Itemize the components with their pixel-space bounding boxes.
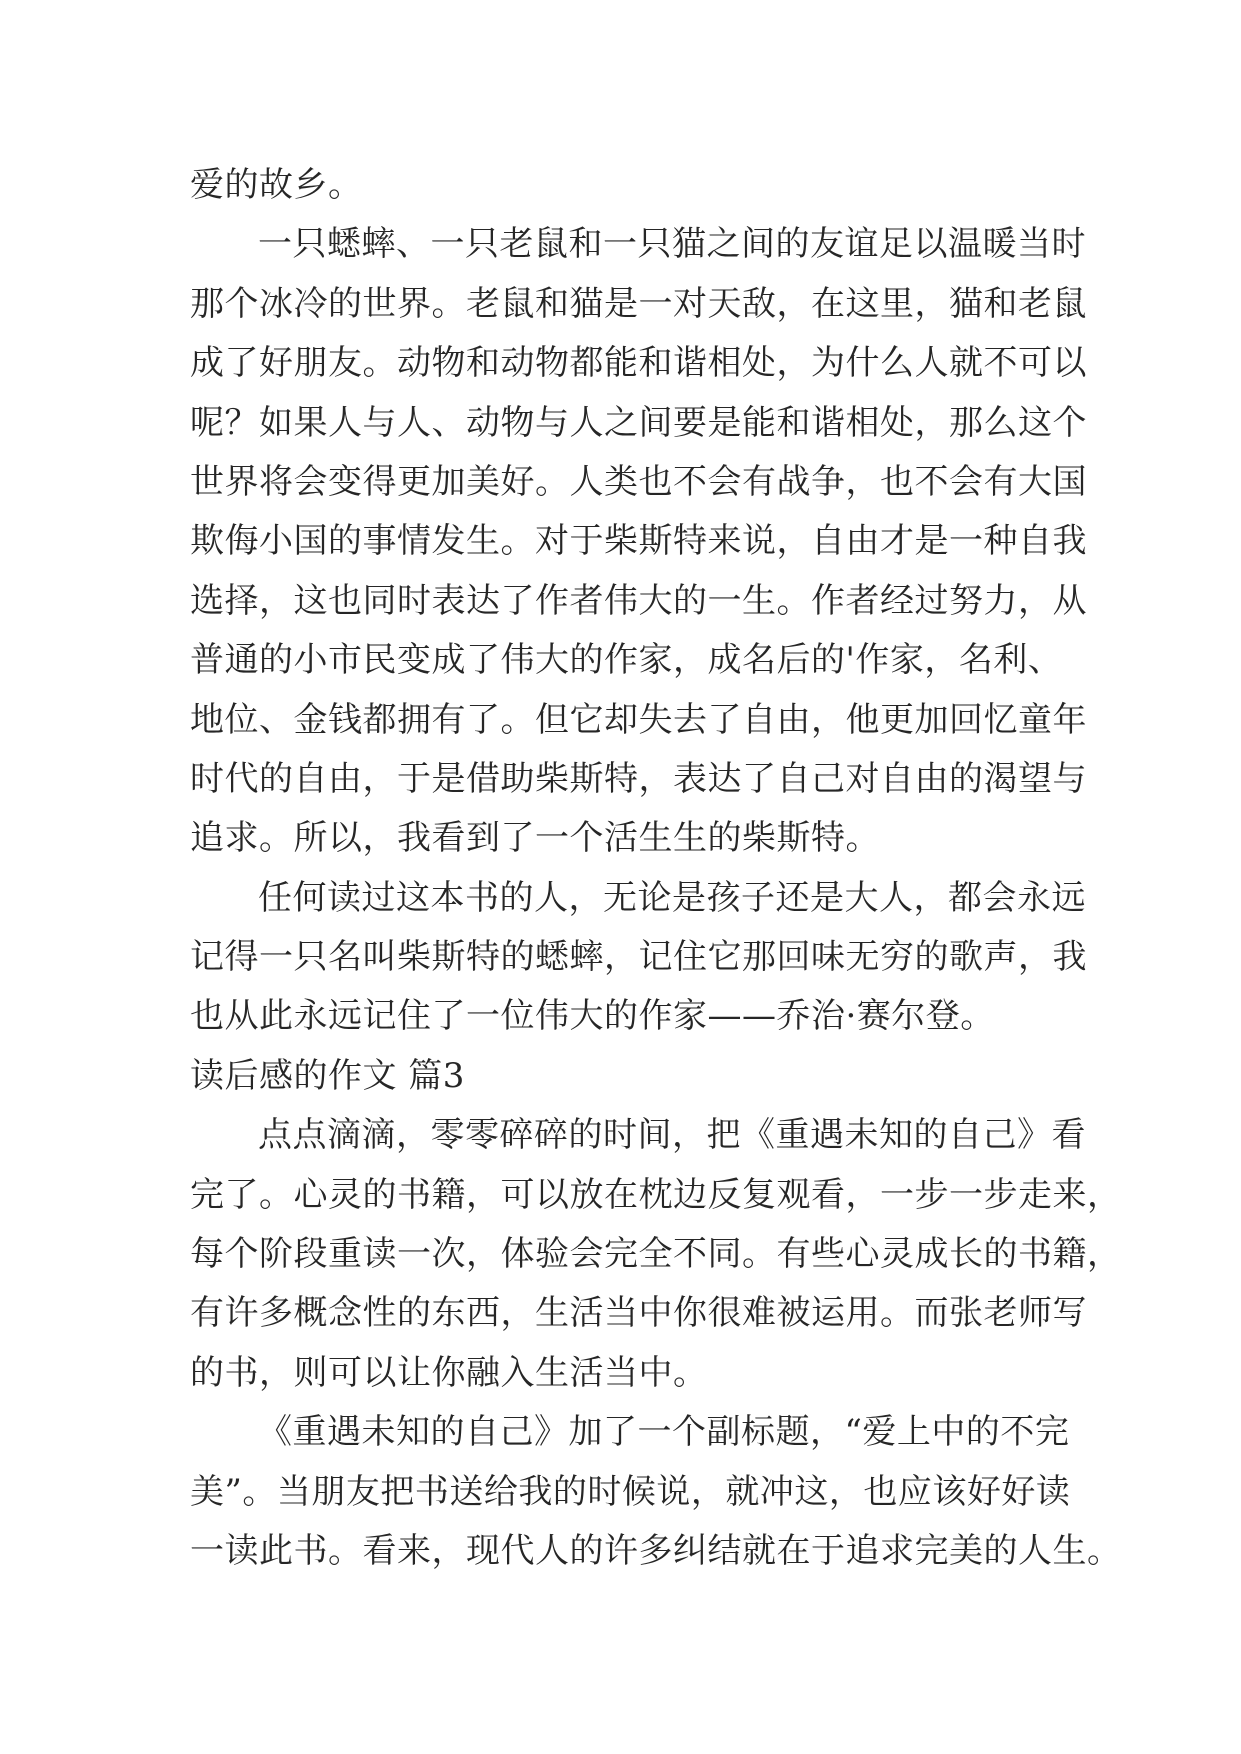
text-line: 世界将会变得更加美好。人类也不会有战争，也不会有大国 [190,461,1087,502]
text-line: 呢？如果人与人、动物与人之间要是能和谐相处，那么这个 [190,402,1087,443]
text-line: 的书，则可以让你融入生活当中。 [190,1352,708,1393]
text-line: 一只蟋蟀、一只老鼠和一只猫之间的友谊足以温暖当时 [258,224,1086,265]
text-line: 一读此书。看来，现代人的许多纠结就在于追求完美的人生。 [190,1530,1122,1571]
text-line: 爱的故乡。 [190,165,363,205]
text-line: 欺侮小国的事情发生。对于柴斯特来说，自由才是一种自我 [190,521,1087,562]
text-line: 美”。当朋友把书送给我的时候说，就冲这，也应该好好读 [190,1471,1071,1512]
text-line: 普通的小市民变成了伟大的作家，成名后的'作家，名利、 [190,640,1063,681]
text-line: 选择，这也同时表达了作者伟大的一生。作者经过努力，从 [190,580,1087,621]
text-line: 地位、金钱都拥有了。但它却失去了自由，他更加回忆童年 [190,699,1087,740]
text-line: 任何读过这本书的人，无论是孩子还是大人，都会永远 [258,877,1086,918]
text-line: 《重遇未知的自己》加了一个副标题，“爱上中的不完 [258,1412,1070,1453]
section-heading: 读后感的作文 篇3 [190,1055,465,1096]
text-line: 追求。所以，我看到了一个活生生的柴斯特。 [190,818,880,859]
text-line: 每个阶段重读一次，体验会完全不同。有些心灵成长的书籍， [190,1234,1122,1275]
text-line: 也从此永远记住了一位伟大的作家——乔治·赛尔登。 [190,996,995,1037]
text-line: 完了。心灵的书籍，可以放在枕边反复观看，一步一步走来， [190,1174,1122,1215]
text-line: 那个冰冷的世界。老鼠和猫是一对天敌，在这里，猫和老鼠 [190,283,1087,324]
text-line: 点点滴滴，零零碎碎的时间，把《重遇未知的自己》看 [258,1115,1086,1156]
text-line: 记得一只名叫柴斯特的蟋蟀，记住它那回味无穷的歌声，我 [190,937,1087,978]
text-line: 成了好朋友。动物和动物都能和谐相处，为什么人就不可以 [190,343,1087,384]
text-line: 有许多概念性的东西，生活当中你很难被运用。而张老师写 [190,1293,1087,1334]
text-line: 时代的自由，于是借助柴斯特，表达了自己对自由的渴望与 [190,758,1087,799]
document-body [190,156,1122,1581]
